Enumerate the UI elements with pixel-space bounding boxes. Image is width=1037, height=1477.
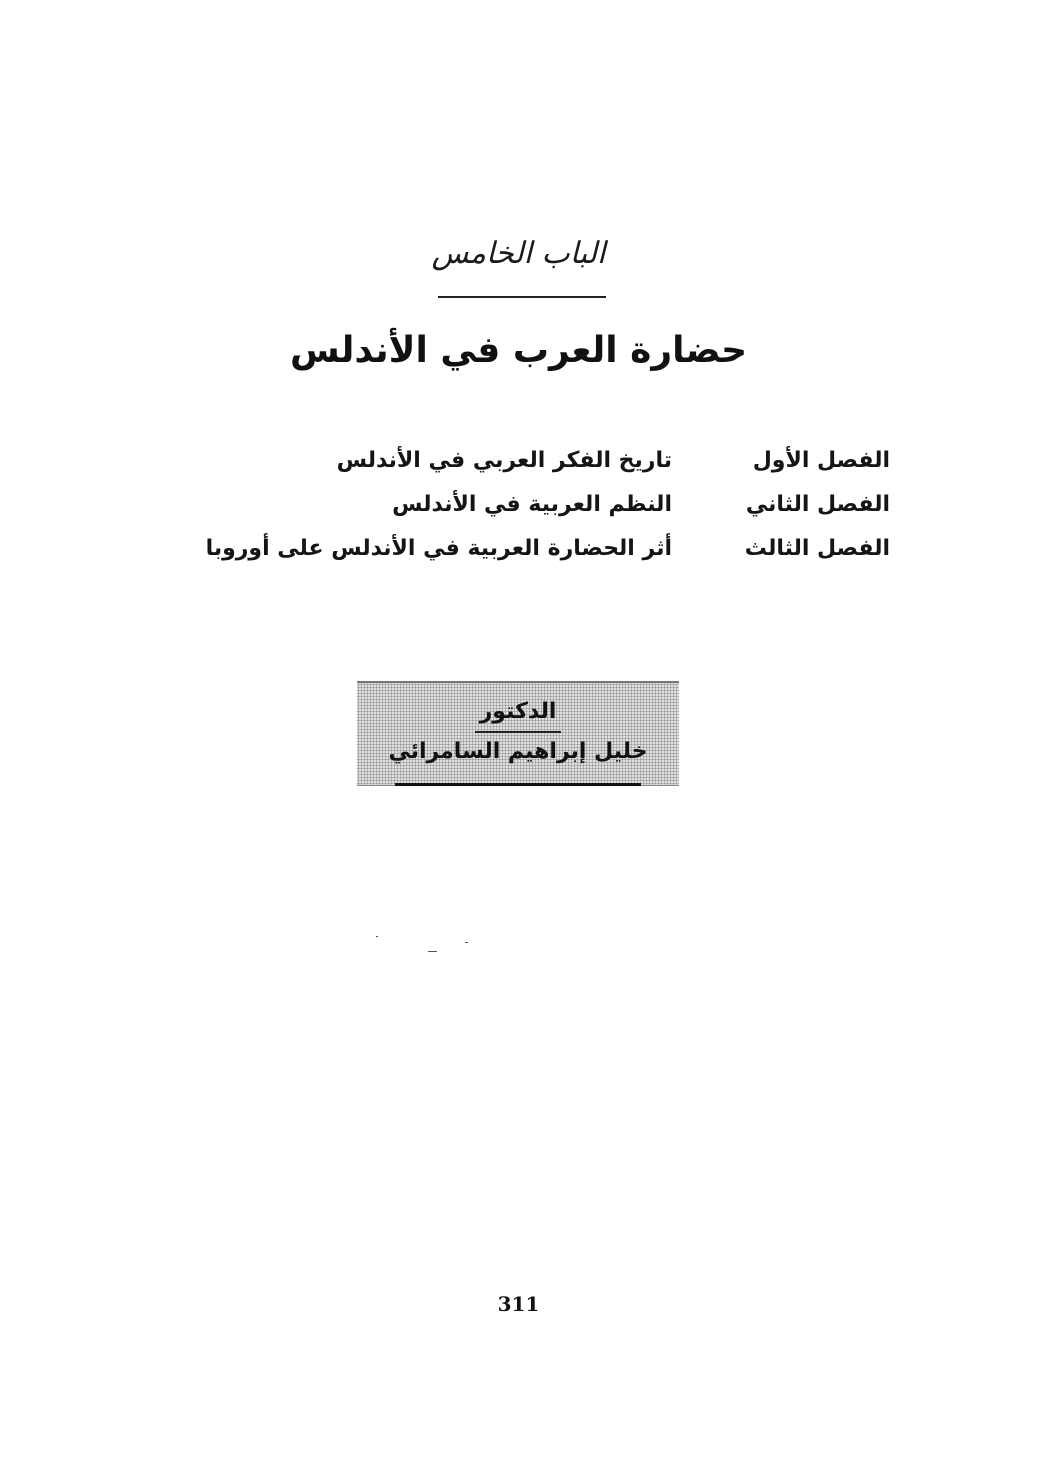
part-heading: الباب الخامس (431, 236, 606, 271)
chapter-title: تاريخ الفكر العربي في الأندلس (336, 448, 672, 473)
chapter-title: أثر الحضارة العربية في الأندلس على أوروبا (205, 536, 672, 561)
author-box (357, 681, 679, 786)
chapter-title: النظم العربية في الأندلس (392, 492, 672, 517)
chapter-row (180, 536, 890, 580)
chapter-row (180, 448, 890, 492)
chapter-label: الفصل الثاني (745, 492, 890, 517)
author-title-underline (475, 731, 561, 733)
author-name-underline (395, 783, 641, 786)
scan-speck (465, 942, 468, 943)
scan-speck (428, 951, 437, 952)
chapter-label: الفصل الثالث (744, 536, 890, 561)
part-heading-underline (438, 296, 606, 298)
author-name: خليل إبراهيم السامرائي (388, 739, 648, 764)
chapter-list (180, 448, 890, 580)
page-number: 311 (497, 1292, 540, 1316)
author-title: الدكتور (479, 699, 557, 724)
chapter-row (180, 492, 890, 536)
chapter-label: الفصل الأول (752, 448, 890, 473)
page-title: حضارة العرب في الأندلس (289, 330, 748, 371)
scan-speck (376, 936, 378, 937)
